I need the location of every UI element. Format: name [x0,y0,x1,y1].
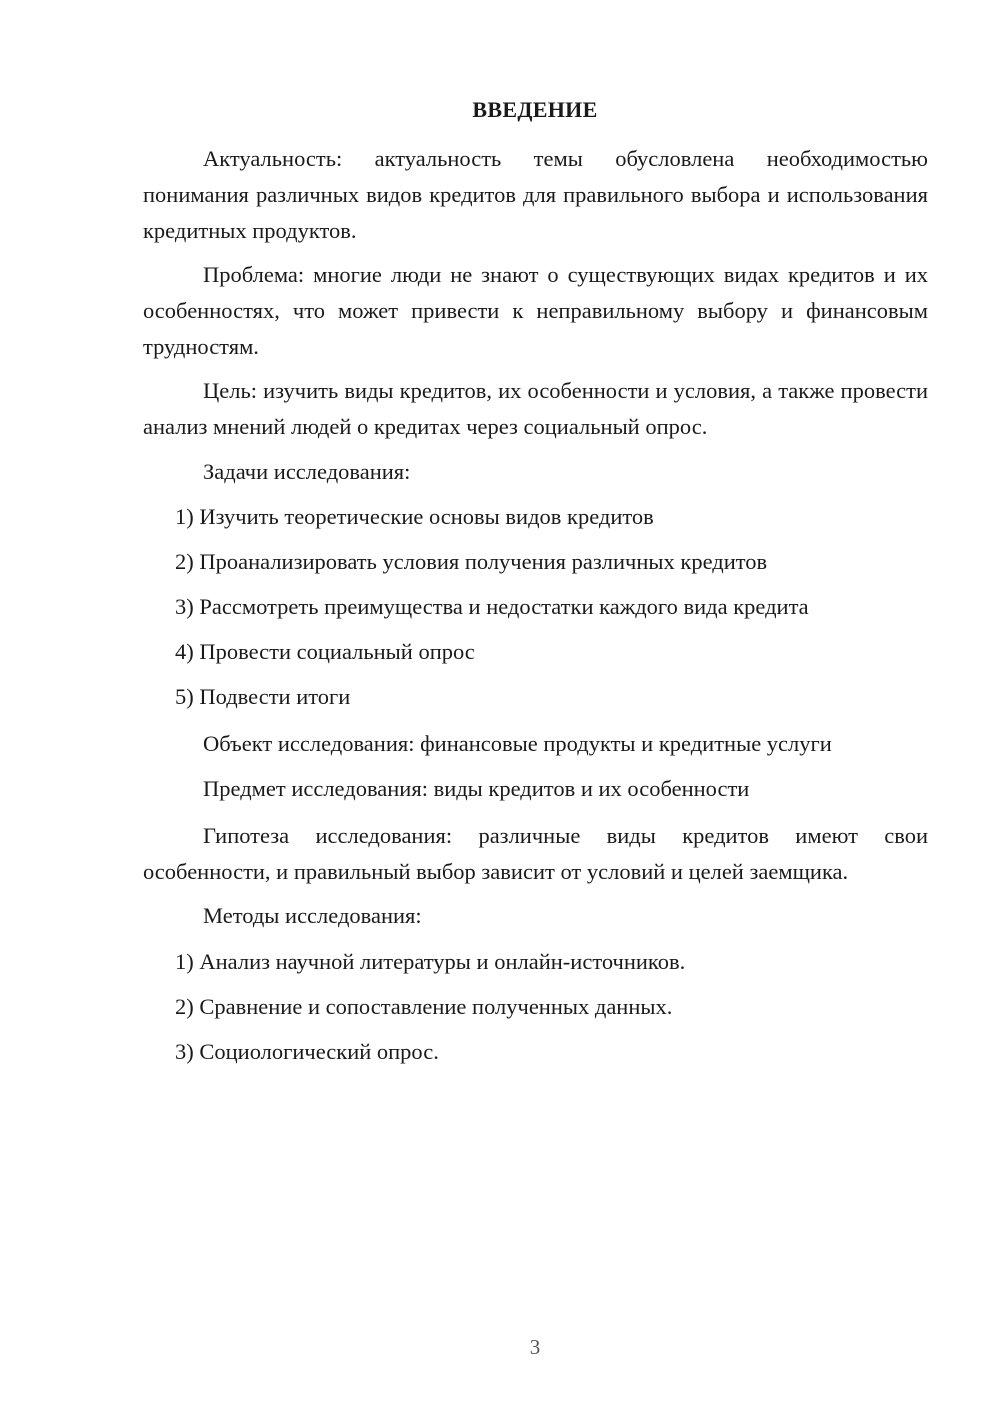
methods-heading: Методы исследования: [203,903,422,928]
paragraph-object: Объект исследования: финансовые продукты и кредитные услуги [203,731,832,756]
paragraph-relevance: Актуальность: актуальность темы обусловлена необходимостью понимания различных видов кредитов для правильного выбора и использования кредитных продуктов. [143,146,928,243]
paragraph-problem: Проблема: многие люди не знают о существующих видах кредитов и их особенностях, что может привести к неправильному выбору и финансовым трудностям. [143,262,928,359]
task-item-3: 3) Рассмотреть преимущества и недостатки каждого вида кредита [175,594,809,619]
method-item-2: 2) Сравнение и сопоставление полученных данных. [175,994,673,1019]
method-item-1: 1) Анализ научной литературы и онлайн-источников. [175,949,686,974]
task-item-4: 4) Провести социальный опрос [175,639,475,664]
paragraph-subject: Предмет исследования: виды кредитов и их особенности [203,776,750,801]
method-item-3: 3) Социологический опрос. [175,1039,439,1064]
paragraph-hypothesis: Гипотеза исследования: различные виды кредитов имеют свои особенности, и правильный выбор зависит от условий и целей заемщика. [143,823,928,884]
paragraph-goal: Цель: изучить виды кредитов, их особенности и условия, а также провести анализ мнений людей о кредитах через социальный опрос. [143,378,928,439]
task-item-2: 2) Проанализировать условия получения различных кредитов [175,549,768,574]
task-item-1: 1) Изучить теоретические основы видов кредитов [175,504,654,529]
page-number: 3 [529,1335,541,1359]
task-item-5: 5) Подвести итоги [175,684,351,709]
tasks-heading: Задачи исследования: [203,459,411,484]
page-title: ВВЕДЕНИЕ [472,97,598,122]
